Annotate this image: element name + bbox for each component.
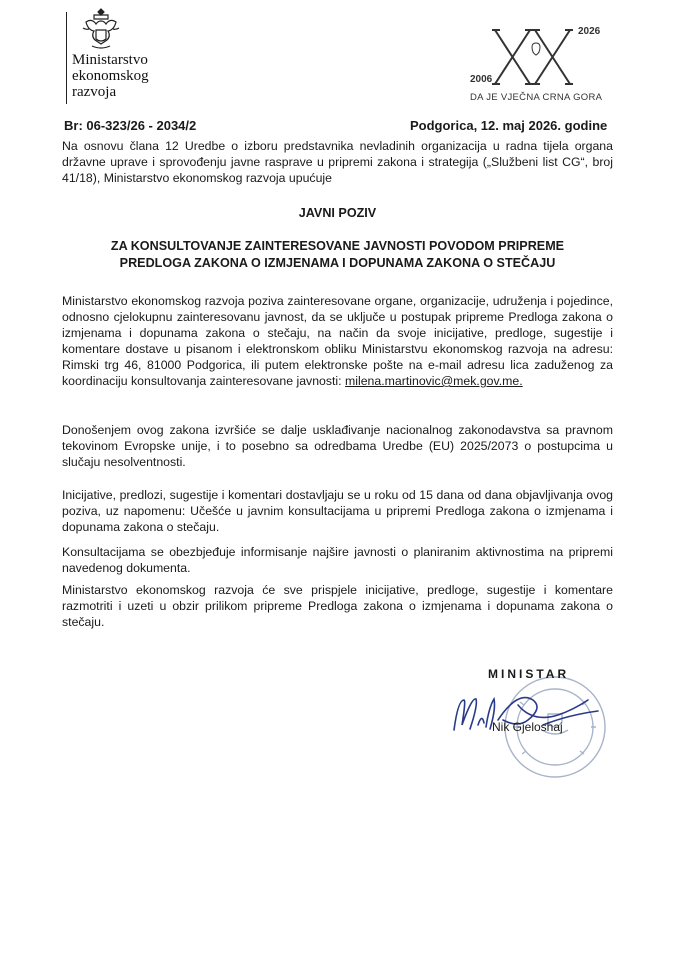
- anniversary-year-start: 2006: [470, 74, 493, 85]
- intro-paragraph: Na osnovu člana 12 Uredbe o izboru predstavnika nevladinih organizacija u radna tijela organa državne uprave i sprovođenju javne rasprave u pripremi zakona i strategija („Službeni list CG“, broj 41/18), Ministarstvo ekonomskog razvoja upućuje: [62, 139, 613, 185]
- subtitle-line-2: PREDLOGA ZAKONA O IZMJENAMA I DOPUNAMA ZAKONA O STEČAJU: [119, 256, 556, 270]
- body-paragraph-5: Ministarstvo ekonomskog razvoja će sve prispjele inicijative, predloge, sugestije i komentare razmotriti i uzeti u obzir prilikom pripreme Predloga zakona o izmjenama i dopunama zakona o stečaju.: [62, 583, 613, 629]
- anniversary-logo: [470, 12, 620, 107]
- anniversary-motto: DA JE VJEČNA CRNA GORA: [470, 92, 603, 103]
- body-paragraph-1: [62, 293, 613, 389]
- ministry-line-3: razvoja: [72, 84, 117, 100]
- subtitle-line-1: ZA KONSULTOVANJE ZAINTERESOVANE JAVNOSTI POVODOM PRIPREME: [110, 239, 565, 253]
- contact-email-link[interactable]: milena.martinovic@mek.gov.me.: [345, 374, 523, 388]
- body-paragraph-4: Konsultacijama se obezbjeđuje informisanje najšire javnosti o planiranim aktivnostima na pripremi navedenog dokumenta.: [62, 545, 613, 575]
- ministry-name: [72, 52, 149, 100]
- place-date: Podgorica, 12. maj 2026. godine: [410, 118, 608, 133]
- document-subtitle: [62, 238, 613, 272]
- handwritten-signature-icon: [448, 685, 608, 745]
- reference-number: Br: 06-323/26 - 2034/2: [64, 118, 197, 133]
- document-title: JAVNI POZIV: [298, 206, 377, 220]
- xx-emblem-icon: [470, 12, 620, 92]
- signature-title: MINISTAR: [488, 667, 570, 681]
- body-paragraph-1-text: Ministarstvo ekonomskog razvoja poziva zainteresovane organe, organizacije, udruženja i pojedince, odnosno cjelokupnu zainteresovanu javnost, da se uključe u postupak pripreme Predloga zakona o izmjenama i dopunama zakona o stečaju, na način da svoje inicijative, predloge, sugestije i komentare dostave u pisanom i elektronskom obliku Ministarstvu ekonomskog razvoja na adresu: Rimski trg 46, 81000 Podgorica, ili putem elektronske pošte na e-mail adresu lica zaduženog za koordinaciju konsultovanja zainteresovane javnosti:: [62, 294, 613, 388]
- body-paragraph-3: Inicijative, predlozi, sugestije i komentari dostavljaju se u roku od 15 dana od dana objavljivanja ovog poziva, uz napomenu: Učešće u javnim konsultacijama u pripremi Predloga zakona o izmjenama i dopunama zakona o stečaju.: [62, 488, 613, 534]
- ministry-line-2: ekonomskog: [72, 68, 149, 84]
- coat-of-arms-icon: [80, 6, 122, 52]
- signatory-name: Nik Gjeloshaj: [492, 720, 563, 734]
- header-divider: [66, 12, 67, 104]
- anniversary-year-end: 2026: [578, 26, 601, 37]
- ministry-line-1: Ministarstvo: [72, 52, 148, 68]
- body-paragraph-2: Donošenjem ovog zakona izvršiće se dalje usklađivanje nacionalnog zakonodavstva sa pravnom tekovinom Evropske unije, i to posebno sa odredbama Uredbe (EU) 2025/2073 o postupcima u slučaju nesolventnosti.: [62, 423, 613, 469]
